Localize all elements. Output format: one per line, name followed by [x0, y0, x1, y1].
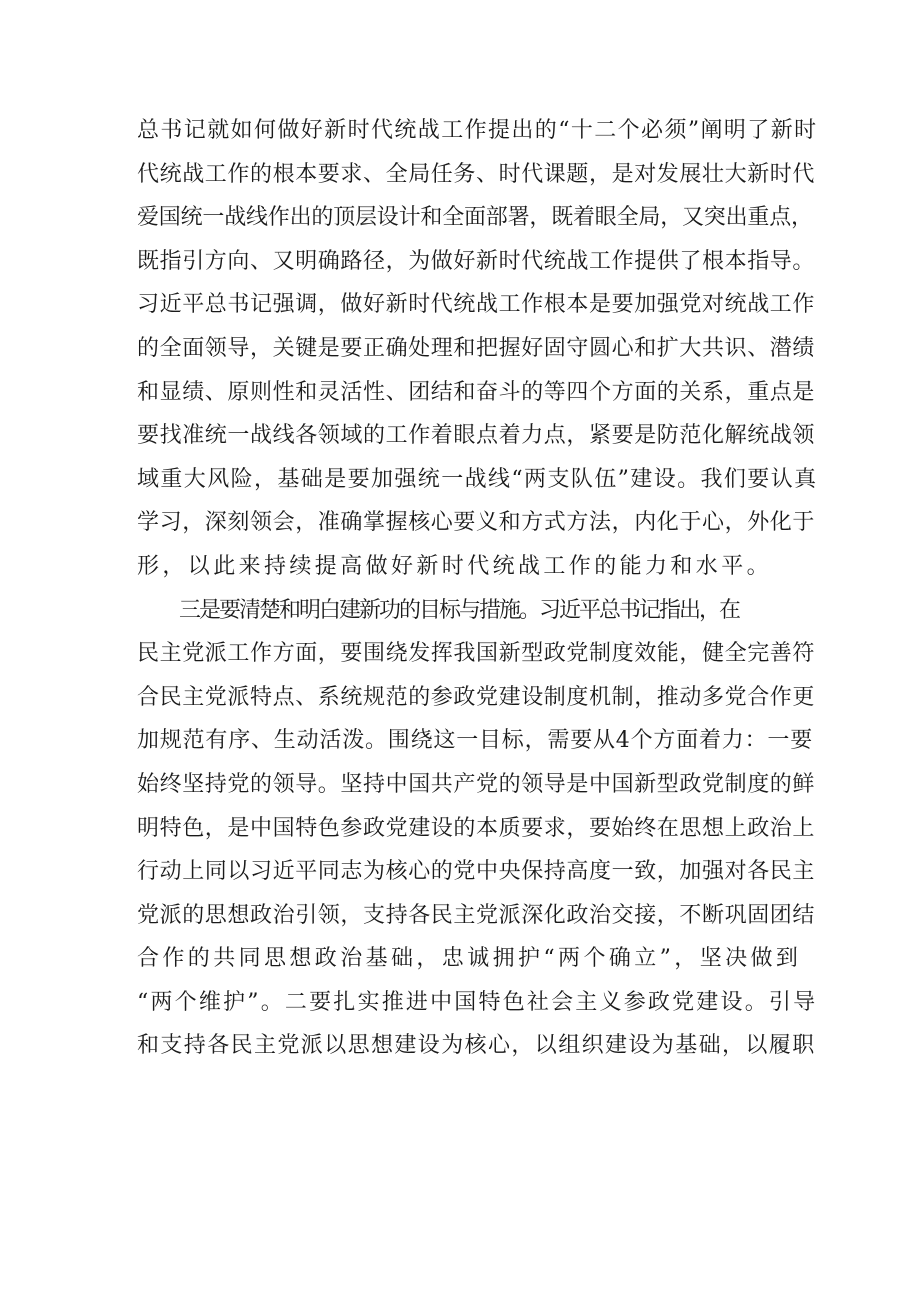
text-line: 合作的共同思想政治基础，忠诚拥护“两个确立”，坚决做到 — [137, 946, 802, 972]
text-line: 要找准统一战线各领域的工作着眼点着力点，紧要是防范化解统战领 — [137, 423, 816, 449]
text-line: “两个维护”。二要扎实推进中国特色社会主义参政党建设。引导 — [137, 989, 818, 1015]
body-text — [137, 109, 817, 1068]
text-line: 爱国统一战线作出的顶层设计和全面部署，既着眼全局，又突出重点， — [137, 205, 813, 231]
text-line: 总书记就如何做好新时代统战工作提出的“十二个必须”阐明了新时 — [137, 118, 818, 143]
text-line: 和显绩、原则性和灵活性、团结和奋斗的等四个方面的关系，重点是 — [137, 379, 816, 405]
text-line: 学习，深刻领会，准确掌握核心要义和方式方法，内化于心，外化于 — [137, 510, 816, 536]
text-line: 行动上同以习近平同志为核心的党中央保持高度一致，加强对各民主 — [137, 859, 816, 885]
text-line: 既指引方向、又明确路径，为做好新时代统战工作提供了根本指导。 — [137, 248, 816, 274]
text-line: 始终坚持党的领导。坚持中国共产党的领导是中国新型政党制度的鲜 — [137, 771, 816, 797]
text-line: 明特色，是中国特色参政党建设的本质要求，要始终在思想上政治上 — [137, 815, 816, 841]
text-line: 域重大风险，基础是要加强统一战线“两支队伍”建设。我们要认真 — [137, 466, 818, 492]
text-line: 加规范有序、生动活泼。围绕这一目标，需要从4个方面着力：一要 — [137, 728, 813, 754]
text-line: 习近平总书记强调，做好新时代统战工作根本是要加强党对统战工作 — [137, 292, 816, 318]
text-line: 党派的思想政治引领，支持各民主党派深化政治交接，不断巩固团结 — [137, 902, 816, 928]
text-line: 代统战工作的根本要求、全局任务、时代课题，是对发展壮大新时代 — [137, 161, 816, 187]
text-line: 形，以此来持续提高做好新时代统战工作的能力和水平。 — [137, 553, 773, 579]
text-line: 的全面领导，关键是要正确处理和把握好固守圆心和扩大共识、潜绩 — [137, 335, 816, 361]
text-line: 民主党派工作方面，要围绕发挥我国新型政党制度效能，健全完善符 — [137, 641, 816, 667]
text-line: 合民主党派特点、系统规范的参政党建设制度机制，推动多党合作更 — [137, 684, 816, 710]
paragraph-first-line: 三是要清楚和明白建新功的目标与措施。习近平总书记指出，在 — [179, 597, 740, 623]
text-line: 和支持各民主党派以思想建设为核心，以组织建设为基础，以履职 — [137, 1033, 816, 1059]
